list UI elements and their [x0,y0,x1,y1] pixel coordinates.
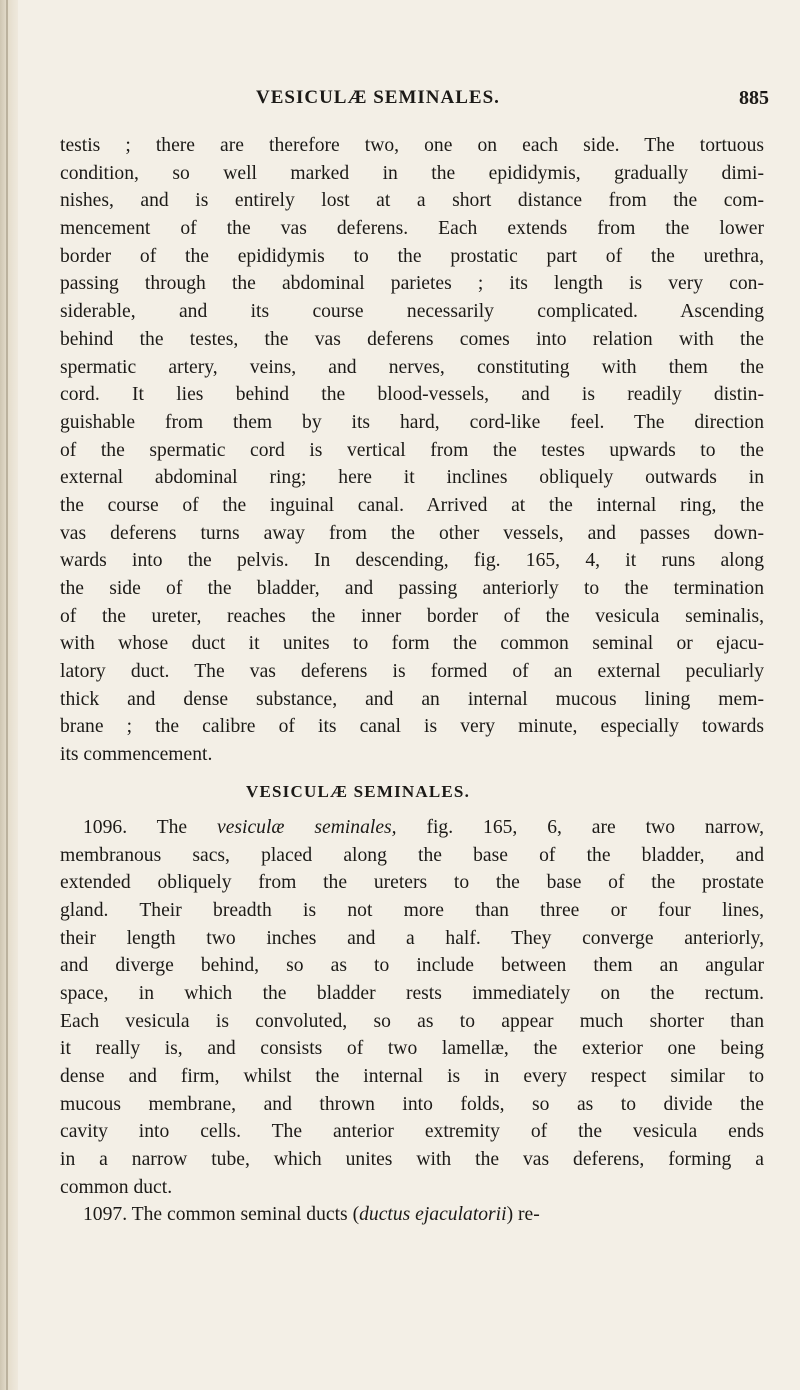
paragraph-vas-deferens [60,132,764,769]
paragraph-1096-first-line [60,814,764,842]
text-line: the course of the inguinal canal. Arrived at the internal ring, the [60,494,764,516]
text-line: behind the testes, the vas deferens comes into relation with the [60,328,764,350]
text-line: mencement of the vas deferens. Each extends from the lower [60,218,764,240]
paragraph-number: 1097. [83,1204,128,1226]
running-head-title: VESICULÆ SEMINALES. [256,87,500,108]
paragraph-number: 1096. [83,816,128,838]
text-line: space, in which the bladder rests immediately on the rectum. [60,982,764,1004]
text-line: cord. It lies behind the blood-vessels, and is readily distin- [60,384,764,406]
text-line: mucous membrane, and thrown into folds, so as to divide the [60,1093,764,1115]
binding-edge [6,0,8,1390]
italic-term: vesiculæ seminales, [217,816,397,838]
text-line: testis ; there are therefore two, one on each side. The tortuous [60,135,764,156]
text-line: condition, so well marked in the epididymis, gradually dimi- [60,162,764,184]
page-gutter-shadow [0,0,18,1390]
text-span: ) re- [506,1204,540,1226]
text-line: guishable from them by its hard, cord-like feel. The direction [60,411,764,433]
text-line: border of the epididymis to the prostatic part of the urethra, [60,245,764,267]
text-line: cavity into cells. The anterior extremity of the vesicula ends [60,1121,764,1143]
text-line: nishes, and is entirely lost at a short distance from the com- [60,190,764,212]
paragraph-1096 [60,814,764,1202]
text-line: their length two inches and a half. They converge anteriorly, [60,927,764,949]
text-line: with whose duct it unites to form the common seminal or ejacu- [60,633,764,655]
text-line: external abdominal ring; here it inclines obliquely outwards in [60,467,764,489]
text-line: dense and firm, whilst the internal is in every respect similar to [60,1066,764,1087]
text-line: extended obliquely from the ureters to the base of the prostate [60,872,764,894]
text-span: fig. 165, 6, are two narrow, [426,816,765,838]
page-number: 885 [739,87,769,109]
text-line: vas deferens turns away from the other vessels, and passes down- [60,522,764,544]
text-line: thick and dense substance, and an internal mucous lining mem- [60,688,764,710]
italic-term: ductus ejaculatorii [359,1204,507,1226]
text-line: Each vesicula is convoluted, so as to appear much shorter than [60,1010,764,1032]
text-line: common duct. [60,1176,173,1198]
text-line: and diverge behind, so as to include between them an angular [60,955,764,977]
running-head [0,87,800,117]
text-line: of the ureter, reaches the inner border of the vesicula seminalis, [60,605,764,627]
text-line: the side of the bladder, and passing anteriorly to the termination [60,578,764,599]
text-line: passing through the abdominal parietes ; its length is very con- [60,273,764,295]
paragraph-1097 [60,1201,764,1229]
text-line: latory duct. The vas deferens is formed of an external peculiarly [60,661,764,683]
paragraph-1096-lines [60,842,764,1202]
text-line: it really is, and consists of two lamellæ, the exterior one being [60,1038,764,1060]
body-text [60,132,764,1229]
text-line: brane ; the calibre of its canal is very minute, especially towards [60,716,764,738]
text-span: The common seminal ducts ( [131,1204,360,1226]
text-line: in a narrow tube, which unites with the vas deferens, forming a [60,1149,764,1171]
section-heading: VESICULÆ SEMINALES. [246,781,471,801]
text-line: spermatic artery, veins, and nerves, constituting with them the [60,356,764,378]
text-span: The [156,816,188,838]
text-line: siderable, and its course necessarily complicated. Ascending [60,301,764,323]
text-line: wards into the pelvis. In descending, fig. 165, 4, it runs along [60,550,764,572]
text-line: of the spermatic cord is vertical from the testes upwards to the [60,439,764,461]
text-line: its commencement. [60,744,213,766]
text-line: gland. Their breadth is not more than three or four lines, [60,899,764,921]
text-line: membranous sacs, placed along the base of the bladder, and [60,844,764,866]
